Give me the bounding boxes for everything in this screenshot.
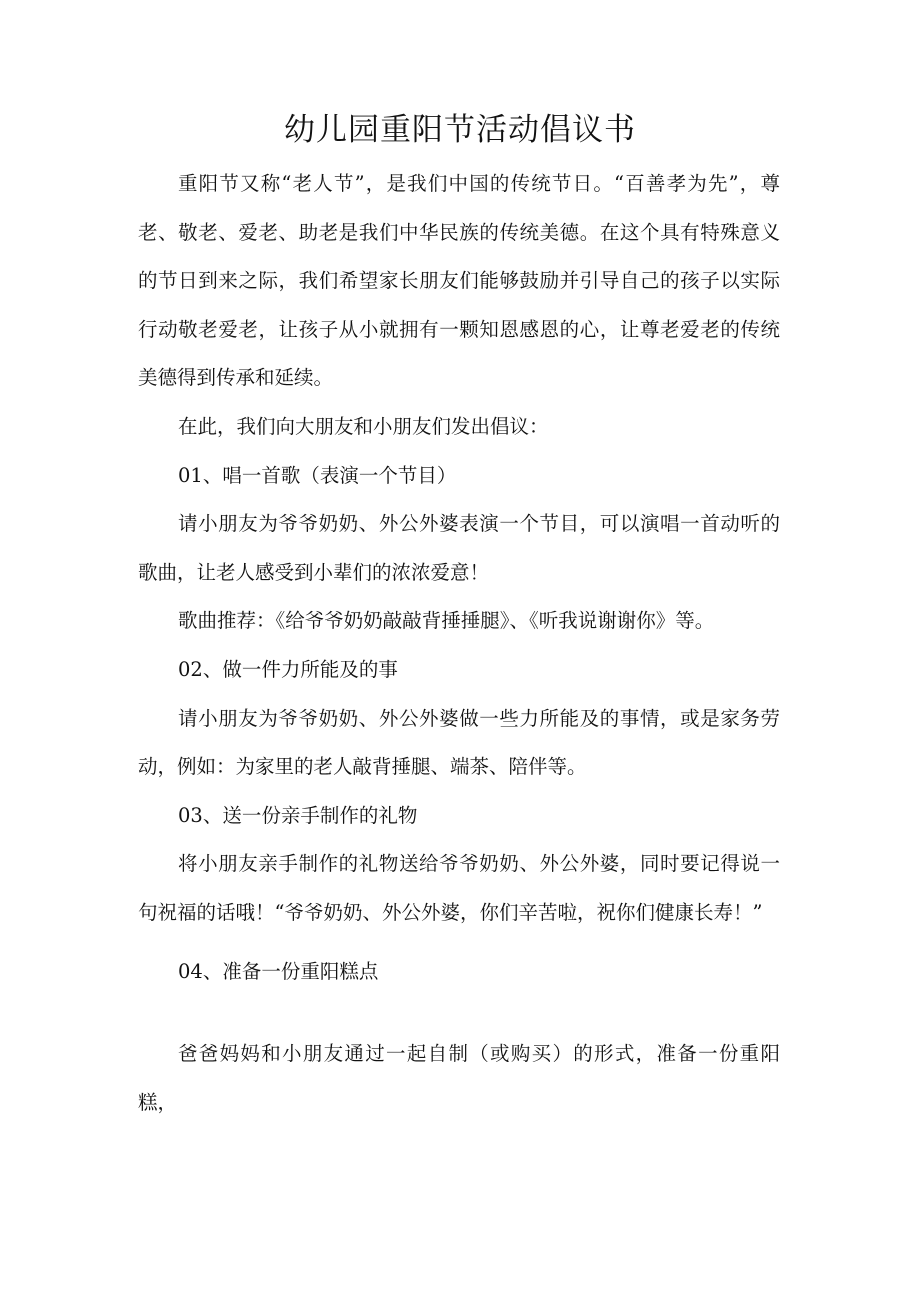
document-title: 幼儿园重阳节活动倡议书 [284, 112, 636, 148]
document-body [138, 160, 780, 1127]
item-03-description: 将小朋友亲手制作的礼物送给爷爷奶奶、外公外婆，同时要记得说一句祝福的话哦！“爷爷奶奶、外公外婆，你们辛苦啦，祝你们健康长寿！” [138, 852, 780, 924]
item-04-heading: 04、准备一份重阳糕点 [178, 959, 379, 983]
item-02-description: 请小朋友为爷爷奶奶、外公外婆做一些力所能及的事情，或是家务劳动，例如：为家里的老人敲背捶腿、端茶、陪伴等。 [138, 706, 780, 779]
item-01-heading: 01、唱一首歌（表演一个节目） [178, 463, 457, 487]
song-recommendation: 歌曲推荐：《给爷爷奶奶敲敲背捶捶腿》、《听我说谢谢你》等。 [178, 609, 715, 633]
proposal-lead-paragraph: 在此，我们向大朋友和小朋友们发出倡议： [178, 414, 549, 438]
item-01-description: 请小朋友为爷爷奶奶、外公外婆表演一个节目，可以演唱一首动听的歌曲，让老人感受到小辈们的浓浓爱意！ [138, 512, 780, 584]
intro-paragraph: 重阳节又称“老人节”，是我们中国的传统节日。“百善孝为先”，尊老、敬老、爱老、助老是我们中华民族的传统美德。在这个具有特殊意义的节日到来之际，我们希望家长朋友们能够鼓励并引导自己的孩子以实际行动敬老爱老，让孩子从小就拥有一颗知恩感恩的心，让尊老爱老的传统美德得到传承和延续。 [138, 172, 780, 390]
item-04-description: 爸爸妈妈和小朋友通过一起自制（或购买）的形式，准备一份重阳糕， [138, 1042, 780, 1114]
item-02-heading: 02、做一件力所能及的事 [178, 657, 398, 681]
item-03-heading: 03、送一份亲手制作的礼物 [178, 803, 418, 827]
